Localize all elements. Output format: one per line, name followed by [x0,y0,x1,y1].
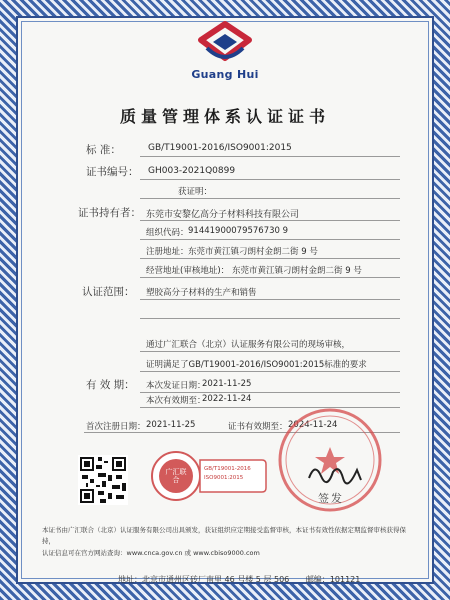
address-row [118,574,360,585]
divider [140,220,400,221]
divider [140,299,400,300]
issue-date-label: 本次发证日期： [146,381,206,391]
scope-label: 认证范围： [82,286,135,298]
divider [140,198,400,199]
sign-label: 签发 [318,492,344,505]
divider [140,318,400,319]
reg-address-label: 注册地址： [146,247,189,257]
divider [140,371,400,372]
validity-label: 有 效 期： [86,379,135,391]
expire-date-value: 2022-11-24 [202,394,252,404]
seal-right-text: GB/T19001-2016 ISO9001:2015 [204,466,251,481]
statement-line2: 证明满足了GB/T19001-2016/ISO9001:2015标准的要求 [146,360,367,370]
expire-date-label: 本次有效期至： [146,396,206,406]
divider [140,277,400,278]
cert-no-value: GH003-2021Q0899 [148,166,236,176]
postcode-label: 邮编： [305,575,330,584]
address-label: 地址： [118,575,142,584]
first-reg-value: 2021-11-25 [146,420,196,430]
divider [140,351,400,352]
standard-value: GB/T19001-2016/ISO9001:2015 [148,143,292,153]
footer-line2: 认证信息可在官方网站查询：www.cnca.gov.cn 或 www.cbiso9000.com [42,549,260,557]
reg-label: 获证明： [178,187,213,197]
cert-no-label: 证书编号： [86,166,139,178]
op-address-value: 东莞市黄江镇刁朗村金朗二街 9 号 [232,266,362,276]
first-reg-label: 首次注册日期： [86,422,146,432]
brand-name: Guang Hui [191,68,259,81]
divider [140,179,400,180]
cert-valid-label: 证书有效期至： [228,422,288,432]
statement-line1: 通过广汇联合（北京）认证服务有限公司的现场审核， [146,340,351,350]
divider [140,239,400,240]
op-address-label: 经营地址(审核地址)： [146,266,230,276]
guanghui-logo-icon [193,18,257,68]
accreditation-seal [150,450,270,502]
cert-holder-label: 证书持有者： [78,207,141,219]
postcode-value: 101121 [329,575,361,584]
divider [140,258,400,259]
certificate-title: 质量管理体系认证证书 [119,107,330,126]
divider [140,392,400,393]
org-code-label: 组织代码： [146,228,189,238]
scope-value: 塑胶高分子材料的生产和销售 [146,288,257,298]
reg-address-value: 东莞市黄江镇刁朗村金朗二街 9 号 [188,247,318,257]
org-code-value: 91441900079576730 9 [188,226,289,236]
address-value: 北京市通州区砖厂南里 46 号楼 5 层 506 [142,575,290,584]
standard-label: 标 准： [86,144,121,156]
cert-valid-value: 2024-11-24 [288,420,338,430]
issue-date-value: 2021-11-25 [202,379,252,389]
divider [140,156,400,157]
qr-code-icon [78,455,128,505]
holder-company: 东莞市安黎亿高分子材料科技有限公司 [146,210,300,220]
signature [305,458,365,488]
footer-line1: 本证书由广汇联合（北京）认证服务有限公司出具颁发，获证组织应定期接受监督审核，本证书有效性依据定期监督审核获得保持， [42,526,406,545]
seal-left-text: 广汇联合 [165,468,187,484]
